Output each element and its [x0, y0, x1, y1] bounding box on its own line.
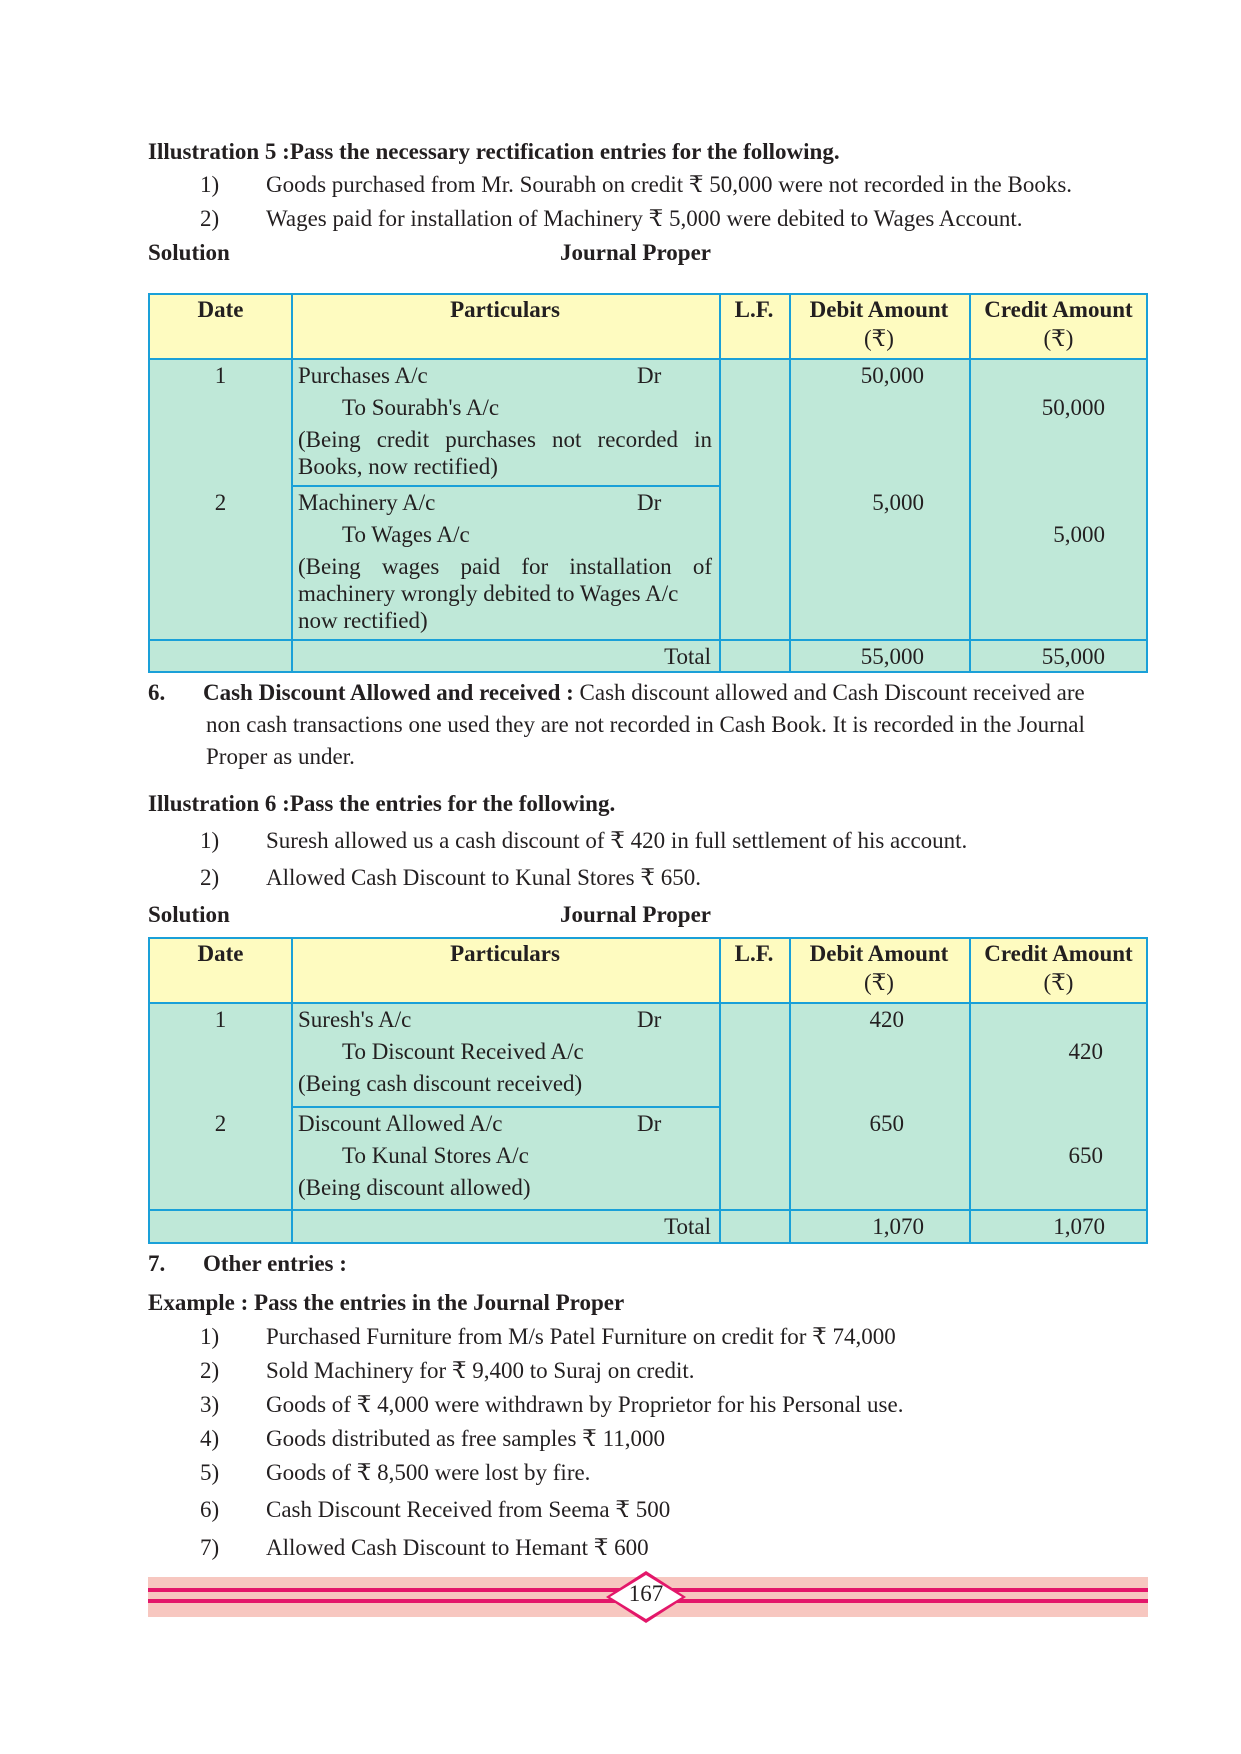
journal-title: Journal Proper — [560, 240, 711, 265]
entry-narration: (Being credit purchases not recorded in — [298, 427, 712, 452]
header-credit-unit: (₹) — [1043, 970, 1074, 995]
journal-table-2 — [148, 937, 1148, 1244]
header-credit-unit: (₹) — [1043, 326, 1074, 351]
entry-credit-account: To Sourabh's A/c — [342, 395, 500, 420]
item-text: Goods of ₹ 4,000 were withdrawn by Proprietor for his Personal use. — [266, 1392, 904, 1417]
item-number: 6) — [200, 1497, 220, 1522]
solution-label: Solution — [148, 240, 230, 265]
header-lf: L.F. — [734, 941, 774, 966]
header-debit-unit: (₹) — [864, 326, 894, 351]
section-6-title: Cash Discount Allowed and received : — [203, 680, 574, 705]
item-number: 1) — [200, 828, 220, 853]
section-6-number: 6. — [148, 680, 166, 705]
item-text: Goods distributed as free samples ₹ 11,000 — [266, 1426, 665, 1451]
header-debit: Debit Amount — [809, 941, 949, 966]
entry-dr: Dr — [637, 363, 662, 388]
header-particulars: Particulars — [450, 941, 560, 966]
item-text: Goods of ₹ 8,500 were lost by fire. — [266, 1460, 591, 1485]
item-number: 1) — [200, 1324, 220, 1349]
section-7-number: 7. — [148, 1251, 166, 1276]
entry-narration: now rectified) — [298, 608, 428, 633]
entry-credit-account: To Kunal Stores A/c — [342, 1143, 529, 1168]
header-credit: Credit Amount — [984, 941, 1133, 966]
debit-amount: 420 — [869, 1007, 904, 1032]
item-number: 2) — [200, 865, 220, 890]
item-number: 1) — [200, 172, 220, 197]
entry-narration: machinery wrongly debited to Wages A/c — [298, 581, 679, 606]
entry-narration: (Being discount allowed) — [298, 1175, 531, 1200]
section-6-line-3: Proper as under. — [206, 744, 355, 769]
item-text: Allowed Cash Discount to Hemant ₹ 600 — [266, 1535, 649, 1560]
solution-label: Solution — [148, 902, 230, 927]
entry-debit-account: Suresh's A/c — [298, 1007, 412, 1032]
debit-amount: 650 — [869, 1111, 904, 1136]
header-credit: Credit Amount — [984, 297, 1133, 322]
total-debit: 55,000 — [860, 644, 924, 669]
section-7-title: Other entries : — [203, 1251, 347, 1276]
header-date: Date — [197, 297, 244, 322]
journal-title: Journal Proper — [560, 902, 711, 927]
entry-narration: (Being cash discount received) — [298, 1071, 583, 1096]
header-date: Date — [197, 941, 244, 966]
total-label: Total — [664, 1214, 711, 1239]
entry-dr: Dr — [637, 1111, 662, 1136]
header-debit-unit: (₹) — [864, 970, 894, 995]
debit-amount: 50,000 — [860, 363, 924, 388]
item-text: Wages paid for installation of Machinery ₹ 5,000 were debited to Wages Account. — [266, 206, 1023, 231]
item-number: 2) — [200, 1358, 220, 1383]
item-number: 4) — [200, 1426, 220, 1451]
illustration-6-heading: Illustration 6 :Pass the entries for the following. — [148, 791, 616, 816]
section-6-text: Cash discount allowed and Cash Discount received are — [579, 680, 1085, 705]
entry-date: 2 — [214, 1111, 227, 1136]
credit-amount: 650 — [1068, 1143, 1103, 1168]
section-6-line-1 — [203, 680, 1085, 706]
entry-narration: (Being wages paid for installation of — [298, 554, 712, 579]
item-text: Allowed Cash Discount to Kunal Stores ₹ 650. — [266, 865, 701, 890]
journal-table-1 — [148, 293, 1148, 673]
credit-amount: 50,000 — [1041, 395, 1105, 420]
entry-date: 1 — [214, 1007, 227, 1032]
entry-credit-account: To Discount Received A/c — [342, 1039, 584, 1064]
item-number: 2) — [200, 206, 220, 231]
item-number: 5) — [200, 1460, 220, 1485]
entry-dr: Dr — [637, 490, 662, 515]
header-lf: L.F. — [734, 297, 774, 322]
entry-narration: Books, now rectified) — [298, 454, 498, 479]
entry-debit-account: Machinery A/c — [298, 490, 436, 515]
total-credit: 1,070 — [1053, 1214, 1105, 1239]
section-6-line-2: non cash transactions one used they are not recorded in Cash Book. It is recorded in the Journal — [206, 712, 1085, 737]
item-number: 7) — [200, 1535, 220, 1560]
total-credit: 55,000 — [1041, 644, 1105, 669]
illustration-5-heading: Illustration 5 :Pass the necessary rectification entries for the following. — [148, 139, 840, 164]
item-text: Suresh allowed us a cash discount of ₹ 420 in full settlement of his account. — [266, 828, 968, 853]
entry-date: 2 — [214, 490, 227, 515]
item-text: Cash Discount Received from Seema ₹ 500 — [266, 1497, 671, 1522]
header-debit: Debit Amount — [809, 297, 949, 322]
total-debit: 1,070 — [872, 1214, 924, 1239]
entry-debit-account: Purchases A/c — [298, 363, 428, 388]
item-text: Sold Machinery for ₹ 9,400 to Suraj on credit. — [266, 1358, 695, 1383]
page-number: 167 — [628, 1581, 664, 1606]
entry-date: 1 — [214, 363, 227, 388]
total-label: Total — [664, 644, 711, 669]
item-number: 3) — [200, 1392, 220, 1417]
credit-amount: 5,000 — [1053, 522, 1105, 547]
header-particulars: Particulars — [450, 297, 560, 322]
entry-dr: Dr — [637, 1007, 662, 1032]
item-text: Goods purchased from Mr. Sourabh on credit ₹ 50,000 were not recorded in the Books. — [266, 172, 1073, 197]
entry-credit-account: To Wages A/c — [342, 522, 470, 547]
entry-debit-account: Discount Allowed A/c — [298, 1111, 503, 1136]
credit-amount: 420 — [1068, 1039, 1103, 1064]
example-heading: Example : Pass the entries in the Journal Proper — [148, 1290, 625, 1315]
debit-amount: 5,000 — [872, 490, 924, 515]
item-text: Purchased Furniture from M/s Patel Furniture on credit for ₹ 74,000 — [266, 1324, 896, 1349]
